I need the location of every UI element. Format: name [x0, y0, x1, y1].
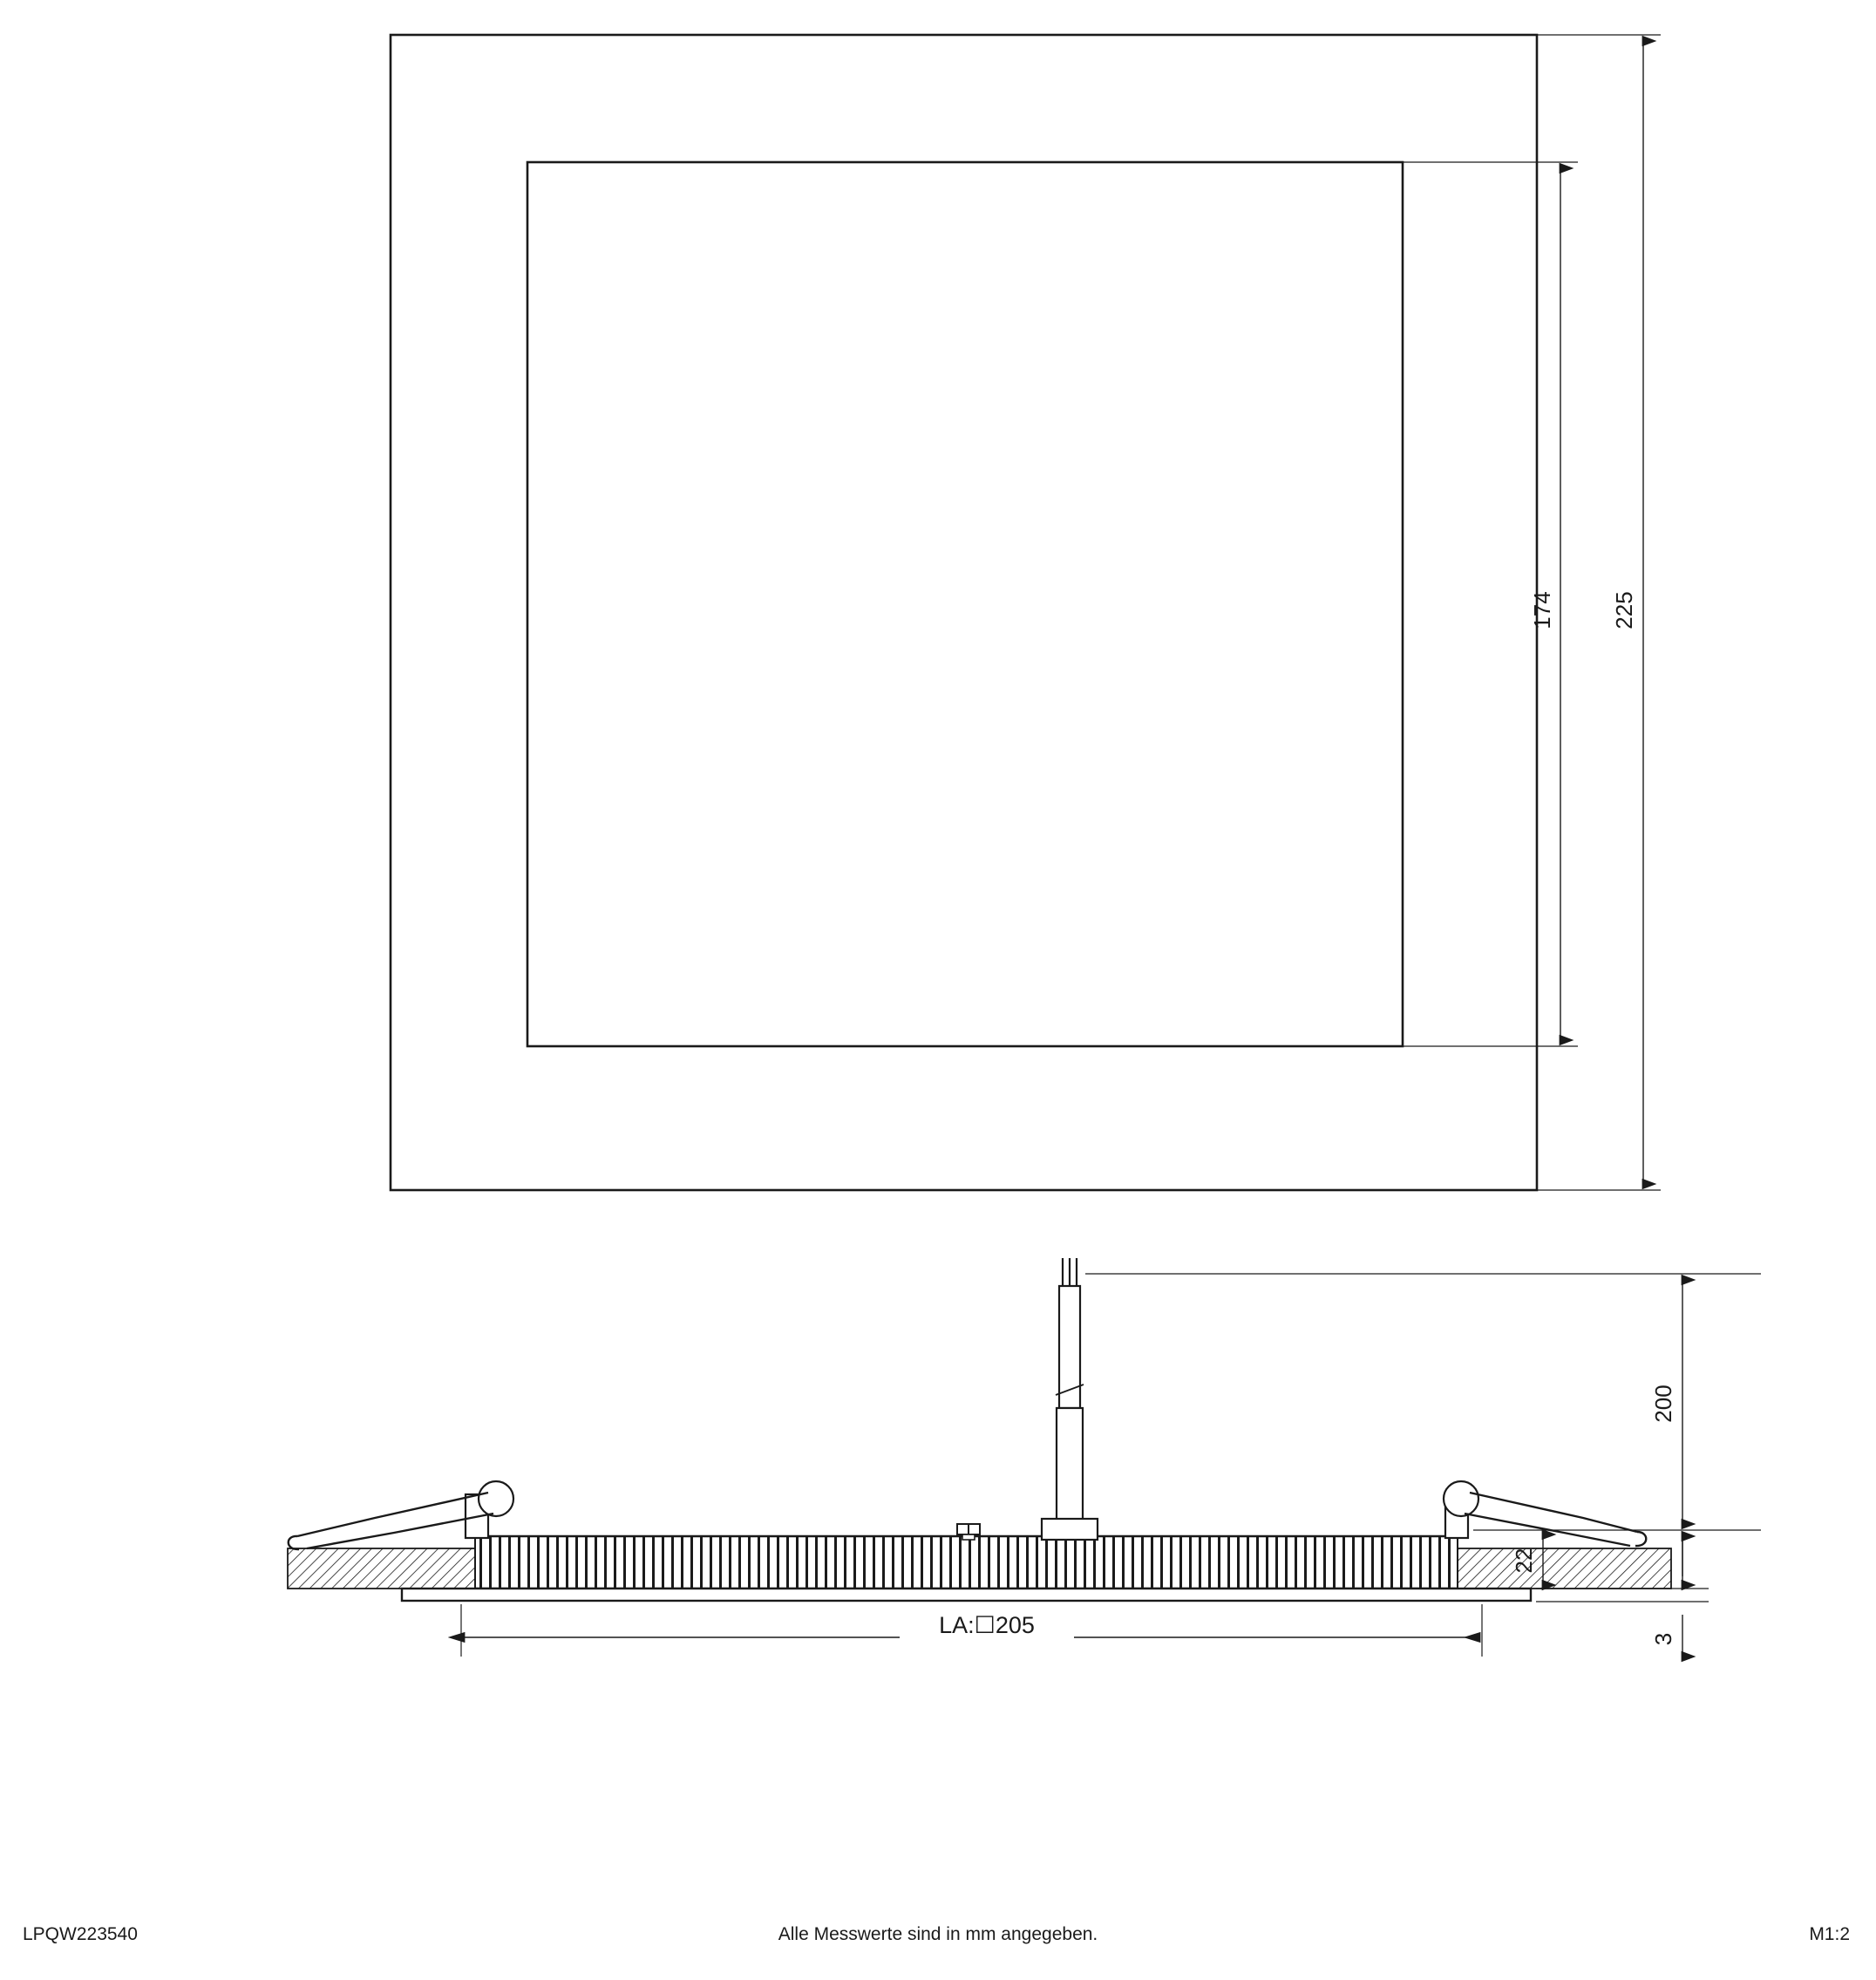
measurement-note: Alle Messwerte sind in mm angegeben. — [778, 1924, 1098, 1944]
top-view-geometry — [391, 35, 1537, 1190]
dimension-cutout — [461, 1604, 1482, 1657]
drawing-footer — [0, 1924, 1876, 1947]
article-code: LPQW223540 — [23, 1924, 138, 1944]
dimension-label-174: 174 — [1529, 591, 1555, 629]
spring-clip-right — [1444, 1481, 1646, 1546]
cable-outlet — [957, 1258, 1098, 1540]
scale-label: M1:2 — [1809, 1924, 1850, 1944]
dimension-225 — [1537, 35, 1661, 1190]
dimension-label-200: 200 — [1650, 1385, 1676, 1423]
dimension-label-3: 3 — [1650, 1632, 1676, 1646]
section-view-geometry — [288, 1258, 1671, 1601]
dimension-200 — [1085, 1274, 1761, 1524]
dimension-label-22: 22 — [1511, 1548, 1537, 1574]
dimension-label-225: 225 — [1611, 591, 1637, 629]
dimension-label-cutout: LA:☐205 — [939, 1612, 1035, 1638]
